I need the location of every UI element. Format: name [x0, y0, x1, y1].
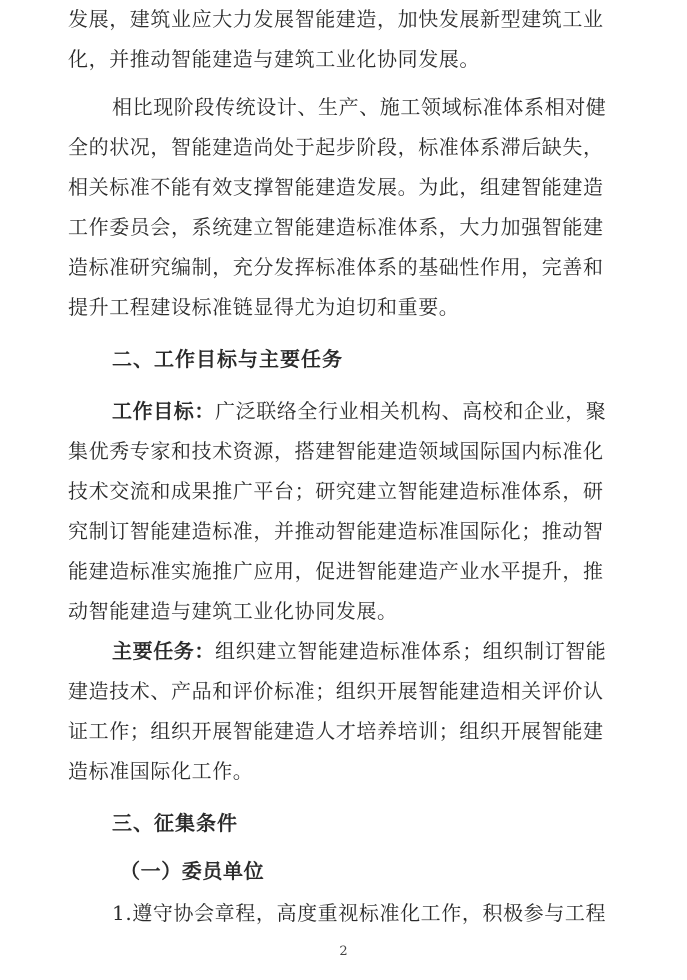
- paragraph-line: 提升工程建设标准链显得尤为迫切和重要。: [68, 295, 460, 319]
- paragraph-line: 动智能建造与建筑工业化协同发展。: [68, 599, 398, 623]
- paragraph-line: 究制订智能建造标准，并推动智能建造标准国际化；推动智: [68, 519, 604, 543]
- section-heading: 二、工作目标与主要任务: [112, 347, 343, 371]
- paragraph-line: 造标准国际化工作。: [68, 759, 254, 783]
- list-item: 1.遵守协会章程，高度重视标准化工作，积极参与工程: [112, 901, 607, 925]
- paragraph-line: 集优秀专家和技术资源，搭建智能建造领域国际国内标准化: [68, 439, 604, 463]
- paragraph-line: 造标准研究编制，充分发挥标准体系的基础性作用，完善和: [68, 255, 604, 279]
- tasks-lead: 主要任务：: [112, 639, 215, 663]
- goals-first-line: [112, 396, 628, 426]
- paragraph-line: 技术交流和成果推广平台；研究建立智能建造标准体系，研: [68, 479, 604, 503]
- tasks-first-line-text: 组织建立智能建造标准体系；组织制订智能: [215, 639, 607, 663]
- paragraph-line: 证工作；组织开展智能建造人才培养培训；组织开展智能建: [68, 719, 604, 743]
- goals-lead: 工作目标：: [112, 399, 215, 423]
- paragraph-line: 能建造标准实施推广应用，促进智能建造产业水平提升，推: [68, 559, 604, 583]
- paragraph-line: 化，并推动智能建造与建筑工业化协同发展。: [68, 47, 480, 71]
- paragraph-line: 发展，建筑业应大力发展智能建造，加快发展新型建筑工业: [68, 7, 604, 31]
- goals-first-line-text: 广泛联络全行业相关机构、高校和企业，聚: [215, 399, 607, 423]
- paragraph-line: 相关标准不能有效支撑智能建造发展。为此，组建智能建造: [68, 175, 604, 199]
- paragraph-line: 工作委员会，系统建立智能建造标准体系，大力加强智能建: [68, 215, 604, 239]
- page-number: 2: [339, 944, 348, 959]
- paragraph-line: 全的状况，智能建造尚处于起步阶段，标准体系滞后缺失，: [68, 135, 604, 159]
- paragraph-line: 建造技术、产品和评价标准；组织开展智能建造相关评价认: [68, 679, 604, 703]
- paragraph-line: 相比现阶段传统设计、生产、施工领域标准体系相对健: [112, 95, 607, 119]
- section-heading: 三、征集条件: [112, 811, 238, 835]
- tasks-first-line: [112, 636, 628, 666]
- subsection-heading: （一）委员单位: [120, 859, 265, 883]
